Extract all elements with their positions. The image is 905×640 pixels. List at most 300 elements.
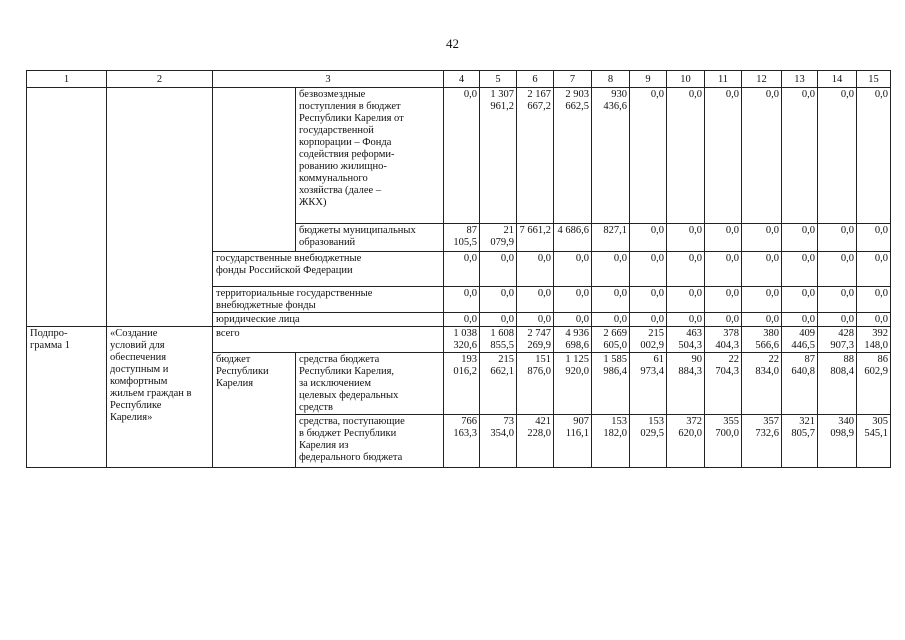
cell-line: жильем граждан в bbox=[110, 388, 192, 399]
value-cell bbox=[480, 327, 517, 353]
value-cell bbox=[782, 252, 818, 287]
cell-line: 409 bbox=[799, 328, 815, 339]
table-row-vse bbox=[27, 327, 891, 353]
header-cell: 5 bbox=[480, 71, 517, 88]
value-cell bbox=[742, 287, 782, 313]
cell-line: 0,0 bbox=[725, 225, 739, 236]
cell-line: рованию жилищно- bbox=[299, 161, 387, 172]
value-cell bbox=[480, 224, 517, 252]
cell-line: 0,0 bbox=[765, 288, 779, 299]
value-cell bbox=[667, 327, 705, 353]
value-cell bbox=[742, 252, 782, 287]
row-label bbox=[296, 353, 444, 415]
value-cell bbox=[857, 313, 891, 327]
cell-line: 0,0 bbox=[801, 253, 815, 264]
cell-line: 0,0 bbox=[613, 314, 627, 325]
value-cell bbox=[857, 252, 891, 287]
cell-line: комфортным bbox=[110, 376, 168, 387]
cell-line: 0,0 bbox=[765, 253, 779, 264]
cell-line: 0,0 bbox=[801, 314, 815, 325]
value-cell bbox=[444, 415, 480, 468]
cell-line: 029,5 bbox=[640, 428, 664, 439]
cell-line: Карелия из bbox=[299, 440, 349, 451]
value-cell bbox=[857, 353, 891, 415]
value-cell bbox=[480, 313, 517, 327]
value-cell bbox=[742, 415, 782, 468]
cell-line: Карелия bbox=[216, 378, 254, 389]
cell-line: 0,0 bbox=[650, 225, 664, 236]
cell-line: 0,0 bbox=[874, 288, 888, 299]
cell-line: 884,3 bbox=[678, 366, 702, 377]
cell-line: 2 167 bbox=[527, 89, 551, 100]
value-cell bbox=[818, 327, 857, 353]
cell-line: 0,0 bbox=[725, 288, 739, 299]
cell-line: 667,2 bbox=[527, 101, 551, 112]
cell-line: средства, поступающие bbox=[299, 416, 405, 427]
value-cell bbox=[782, 313, 818, 327]
cell-line: 662,1 bbox=[490, 366, 514, 377]
value-cell bbox=[444, 353, 480, 415]
cell-line: 602,9 bbox=[864, 366, 888, 377]
value-cell bbox=[517, 88, 554, 224]
cell-line: 355 bbox=[723, 416, 739, 427]
value-cell bbox=[742, 88, 782, 224]
cell-line: 0,0 bbox=[840, 253, 854, 264]
value-cell bbox=[742, 224, 782, 252]
cell-line: Подпро- bbox=[30, 328, 68, 339]
header-cell: 14 bbox=[818, 71, 857, 88]
value-cell bbox=[782, 224, 818, 252]
cell-line: безвозмездные bbox=[299, 89, 366, 100]
cell-line: 2 669 bbox=[603, 328, 627, 339]
value-cell bbox=[857, 88, 891, 224]
cell-line: 148,0 bbox=[864, 340, 888, 351]
value-cell bbox=[667, 224, 705, 252]
cell-line: 105,5 bbox=[453, 237, 477, 248]
value-cell bbox=[554, 252, 592, 287]
cell-line: 855,5 bbox=[490, 340, 514, 351]
header-cell: 11 bbox=[705, 71, 742, 88]
cell-line: 0,0 bbox=[613, 253, 627, 264]
cell-line: бюджет bbox=[216, 354, 251, 365]
header-cell: 7 bbox=[554, 71, 592, 88]
cell-line: 805,7 bbox=[791, 428, 815, 439]
cell-line: 0,0 bbox=[840, 314, 854, 325]
cell-line: грамма 1 bbox=[30, 340, 70, 351]
cell-line: 321 bbox=[799, 416, 815, 427]
cell-line: хозяйства (далее – bbox=[299, 185, 382, 196]
value-cell bbox=[554, 327, 592, 353]
cell-line: 0,0 bbox=[765, 89, 779, 100]
cell-line: 0,0 bbox=[840, 288, 854, 299]
cell-line: 354,0 bbox=[490, 428, 514, 439]
cell-line: 1 038 bbox=[453, 328, 477, 339]
cell-line: 986,4 bbox=[603, 366, 627, 377]
cell-line: 920,0 bbox=[565, 366, 589, 377]
value-cell bbox=[480, 415, 517, 468]
header-cell: 10 bbox=[667, 71, 705, 88]
cell-line: 605,0 bbox=[603, 340, 627, 351]
value-cell bbox=[630, 353, 667, 415]
value-cell bbox=[630, 88, 667, 224]
cell-line: 22 bbox=[768, 354, 779, 365]
cell-line: 0,0 bbox=[500, 314, 514, 325]
value-cell bbox=[554, 287, 592, 313]
cell-line: 88 bbox=[843, 354, 854, 365]
value-cell bbox=[818, 415, 857, 468]
cell-line: внебюджетные фонды bbox=[216, 300, 316, 311]
value-cell bbox=[782, 287, 818, 313]
value-cell bbox=[782, 88, 818, 224]
header-cell: 2 bbox=[107, 71, 213, 88]
value-cell bbox=[818, 313, 857, 327]
cell-line: 0,0 bbox=[840, 225, 854, 236]
value-cell bbox=[705, 415, 742, 468]
value-cell bbox=[517, 252, 554, 287]
cell-line: целевых федеральных bbox=[299, 390, 399, 401]
cell-line: 1 585 bbox=[603, 354, 627, 365]
cell-line: 320,6 bbox=[453, 340, 477, 351]
row-label: всего bbox=[213, 327, 444, 353]
value-cell bbox=[667, 252, 705, 287]
value-cell bbox=[630, 327, 667, 353]
budget-table bbox=[26, 70, 891, 468]
cell-line: 0,0 bbox=[801, 89, 815, 100]
value-cell bbox=[480, 252, 517, 287]
cell-line: 421 bbox=[535, 416, 551, 427]
cell-line: «Создание bbox=[110, 328, 158, 339]
value-cell bbox=[782, 415, 818, 468]
cell-line: 566,6 bbox=[755, 340, 779, 351]
value-cell bbox=[630, 224, 667, 252]
cell-line: 2 747 bbox=[527, 328, 551, 339]
cell-line: 90 bbox=[691, 354, 702, 365]
header-cell: 6 bbox=[517, 71, 554, 88]
value-cell bbox=[554, 224, 592, 252]
value-cell bbox=[667, 88, 705, 224]
header-cell: 15 bbox=[857, 71, 891, 88]
value-cell bbox=[857, 327, 891, 353]
cell-line: 700,0 bbox=[715, 428, 739, 439]
cell-line: 876,0 bbox=[527, 366, 551, 377]
cell-line: 0,0 bbox=[874, 314, 888, 325]
value-cell bbox=[592, 313, 630, 327]
value-cell bbox=[444, 252, 480, 287]
cell-line: 961,2 bbox=[490, 101, 514, 112]
cell-line: 87 bbox=[466, 225, 477, 236]
cell-line: 0,0 bbox=[463, 253, 477, 264]
cell-line: 404,3 bbox=[715, 340, 739, 351]
cell-line: за исключением bbox=[299, 378, 371, 389]
cell-line: Карелия» bbox=[110, 412, 153, 423]
header-cell: 13 bbox=[782, 71, 818, 88]
value-cell bbox=[705, 313, 742, 327]
cell-line: 380 bbox=[763, 328, 779, 339]
header-cell: 3 bbox=[213, 71, 444, 88]
cell-line: 0,0 bbox=[765, 314, 779, 325]
header-cell: 12 bbox=[742, 71, 782, 88]
value-cell bbox=[592, 353, 630, 415]
cell-line: 827,1 bbox=[603, 225, 627, 236]
row-label bbox=[213, 287, 444, 313]
cell-line: 834,0 bbox=[755, 366, 779, 377]
value-cell bbox=[592, 415, 630, 468]
cell-line: 0,0 bbox=[725, 314, 739, 325]
cell-line: 182,0 bbox=[603, 428, 627, 439]
value-cell bbox=[667, 287, 705, 313]
cell-line: 0,0 bbox=[537, 288, 551, 299]
cell-line: 151 bbox=[535, 354, 551, 365]
value-cell bbox=[630, 415, 667, 468]
cell-line: 163,3 bbox=[453, 428, 477, 439]
value-cell bbox=[630, 252, 667, 287]
cell-line: 0,0 bbox=[688, 89, 702, 100]
value-cell bbox=[818, 252, 857, 287]
cell-line: 0,0 bbox=[650, 288, 664, 299]
cell-line: 504,3 bbox=[678, 340, 702, 351]
value-cell bbox=[517, 353, 554, 415]
cell-line: 620,0 bbox=[678, 428, 702, 439]
value-cell bbox=[857, 287, 891, 313]
cell-line: 73 bbox=[503, 416, 514, 427]
cell-line: средств bbox=[299, 402, 333, 413]
value-cell bbox=[667, 313, 705, 327]
cell-line: 545,1 bbox=[864, 428, 888, 439]
cell-line: 0,0 bbox=[463, 314, 477, 325]
cell-line: государственной bbox=[299, 125, 374, 136]
value-cell bbox=[444, 327, 480, 353]
cell-line: 704,3 bbox=[715, 366, 739, 377]
cell-line: 372 bbox=[686, 416, 702, 427]
cell-line: 808,4 bbox=[830, 366, 854, 377]
header-row bbox=[27, 71, 891, 88]
row-label: бюджеты муниципальных образований bbox=[296, 224, 444, 252]
cell-line: 1 608 bbox=[490, 328, 514, 339]
cell-line: 4 686,6 bbox=[557, 225, 589, 236]
cell-line: 0,0 bbox=[500, 288, 514, 299]
cell-line: в бюджет Республики bbox=[299, 428, 397, 439]
cell-line: 662,5 bbox=[565, 101, 589, 112]
value-cell bbox=[592, 224, 630, 252]
cell-line: 907,3 bbox=[830, 340, 854, 351]
cell-line: 0,0 bbox=[575, 314, 589, 325]
value-cell bbox=[480, 88, 517, 224]
cell-line: федерального бюджета bbox=[299, 452, 403, 463]
cell-line: 0,0 bbox=[650, 253, 664, 264]
cell-line: 0,0 bbox=[725, 89, 739, 100]
subprogram-number bbox=[27, 327, 107, 468]
value-cell bbox=[444, 287, 480, 313]
cell-line: Республики Карелия, bbox=[299, 366, 395, 377]
cell-line: 0,0 bbox=[537, 253, 551, 264]
cell-line: 0,0 bbox=[575, 253, 589, 264]
cell-line: Республики Карелия от bbox=[299, 113, 404, 124]
value-cell bbox=[517, 313, 554, 327]
value-cell bbox=[554, 313, 592, 327]
cell-line: 428 bbox=[838, 328, 854, 339]
value-cell bbox=[818, 287, 857, 313]
value-cell bbox=[480, 353, 517, 415]
cell-line: 930 bbox=[611, 89, 627, 100]
cell-line: 0,0 bbox=[650, 89, 664, 100]
value-cell bbox=[857, 415, 891, 468]
cell-line: 973,4 bbox=[640, 366, 664, 377]
cell-line: поступления в бюджет bbox=[299, 101, 401, 112]
header-cell: 9 bbox=[630, 71, 667, 88]
value-cell bbox=[782, 353, 818, 415]
cell-line: 0,0 bbox=[801, 288, 815, 299]
cell-line: 0,0 bbox=[688, 225, 702, 236]
value-cell bbox=[517, 327, 554, 353]
cell-line: 0,0 bbox=[688, 253, 702, 264]
cell-line: 0,0 bbox=[765, 225, 779, 236]
cell-line: 002,9 bbox=[640, 340, 664, 351]
subprogram-title bbox=[107, 327, 213, 468]
value-cell bbox=[782, 327, 818, 353]
empty-cell bbox=[27, 88, 107, 327]
cell-line: 0,0 bbox=[650, 314, 664, 325]
cell-line: корпорации – Фонда bbox=[299, 137, 392, 148]
value-cell bbox=[667, 415, 705, 468]
cell-line: ЖКХ) bbox=[299, 197, 327, 208]
cell-line: коммунального bbox=[299, 173, 368, 184]
value-cell bbox=[818, 88, 857, 224]
cell-line: 0,0 bbox=[874, 253, 888, 264]
value-cell bbox=[705, 287, 742, 313]
header-cell: 8 bbox=[592, 71, 630, 88]
cell-line: содействия реформи- bbox=[299, 149, 395, 160]
cell-line: 463 bbox=[686, 328, 702, 339]
cell-line: Республике bbox=[110, 400, 162, 411]
cell-line: 016,2 bbox=[453, 366, 477, 377]
value-cell bbox=[480, 287, 517, 313]
cell-line: государственные внебюджетные bbox=[216, 253, 362, 264]
value-cell bbox=[444, 88, 480, 224]
value-cell bbox=[592, 327, 630, 353]
table-row-bezv bbox=[27, 88, 891, 224]
cell-line: 305 bbox=[872, 416, 888, 427]
cell-line: 392 bbox=[872, 328, 888, 339]
value-cell bbox=[818, 353, 857, 415]
cell-line: 640,8 bbox=[791, 366, 815, 377]
row-label: юридические лица bbox=[213, 313, 444, 327]
cell-line: 766 bbox=[461, 416, 477, 427]
cell-line: 446,5 bbox=[791, 340, 815, 351]
cell-line: 0,0 bbox=[801, 225, 815, 236]
empty-cell bbox=[107, 88, 213, 327]
page-number: 42 bbox=[446, 36, 459, 51]
cell-line: 0,0 bbox=[688, 288, 702, 299]
cell-line: обеспечения bbox=[110, 352, 167, 363]
cell-line: 4 936 bbox=[565, 328, 589, 339]
value-cell bbox=[554, 353, 592, 415]
cell-line: 378 bbox=[723, 328, 739, 339]
cell-line: 153 bbox=[611, 416, 627, 427]
cell-line: 0,0 bbox=[874, 225, 888, 236]
cell-line: 0,0 bbox=[840, 89, 854, 100]
value-cell bbox=[592, 252, 630, 287]
cell-line: 0,0 bbox=[613, 288, 627, 299]
value-cell bbox=[742, 327, 782, 353]
cell-line: 0,0 bbox=[537, 314, 551, 325]
cell-line: 0,0 bbox=[688, 314, 702, 325]
value-cell bbox=[705, 88, 742, 224]
value-cell bbox=[517, 287, 554, 313]
cell-line: 357 bbox=[763, 416, 779, 427]
cell-line: территориальные государственные bbox=[216, 288, 373, 299]
cell-line: 215 bbox=[648, 328, 664, 339]
value-cell bbox=[517, 224, 554, 252]
cell-line: 0,0 bbox=[725, 253, 739, 264]
value-cell bbox=[592, 88, 630, 224]
budget-label bbox=[213, 353, 296, 468]
value-cell bbox=[630, 287, 667, 313]
cell-line: 0,0 bbox=[500, 253, 514, 264]
empty-cell bbox=[213, 88, 296, 252]
value-cell bbox=[742, 353, 782, 415]
row-label bbox=[213, 252, 444, 287]
header-cell: 1 bbox=[27, 71, 107, 88]
value-cell bbox=[630, 313, 667, 327]
cell-line: 228,0 bbox=[527, 428, 551, 439]
header-cell: 4 bbox=[444, 71, 480, 88]
value-cell bbox=[667, 353, 705, 415]
value-cell bbox=[592, 287, 630, 313]
cell-line: 0,0 bbox=[463, 89, 477, 100]
cell-line: 193 bbox=[461, 354, 477, 365]
value-cell bbox=[705, 353, 742, 415]
cell-line: 098,9 bbox=[830, 428, 854, 439]
cell-line: фонды Российской Федерации bbox=[216, 265, 353, 276]
cell-line: 0,0 bbox=[575, 288, 589, 299]
cell-line: 907 bbox=[573, 416, 589, 427]
value-cell bbox=[444, 224, 480, 252]
cell-line: 1 125 bbox=[565, 354, 589, 365]
row-label bbox=[296, 415, 444, 468]
value-cell bbox=[705, 327, 742, 353]
row-label bbox=[296, 88, 444, 224]
cell-line: 86 bbox=[877, 354, 888, 365]
value-cell bbox=[705, 224, 742, 252]
cell-line: 215 bbox=[498, 354, 514, 365]
cell-line: условий для bbox=[110, 340, 165, 351]
cell-line: 153 bbox=[648, 416, 664, 427]
value-cell bbox=[705, 252, 742, 287]
value-cell bbox=[444, 313, 480, 327]
value-cell bbox=[517, 415, 554, 468]
cell-line: 698,6 bbox=[565, 340, 589, 351]
cell-line: 22 bbox=[728, 354, 739, 365]
cell-line: доступным и bbox=[110, 364, 169, 375]
cell-line: 0,0 bbox=[463, 288, 477, 299]
value-cell bbox=[554, 415, 592, 468]
cell-line: Республики bbox=[216, 366, 269, 377]
cell-line: 079,9 bbox=[490, 237, 514, 248]
cell-line: 436,6 bbox=[603, 101, 627, 112]
cell-line: 116,1 bbox=[565, 428, 589, 439]
cell-line: 0,0 bbox=[874, 89, 888, 100]
value-cell bbox=[554, 88, 592, 224]
cell-line: 1 307 bbox=[490, 89, 514, 100]
cell-line: 2 903 bbox=[565, 89, 589, 100]
cell-line: 7 661,2 bbox=[519, 225, 551, 236]
value-cell bbox=[742, 313, 782, 327]
cell-line: 340 bbox=[838, 416, 854, 427]
cell-line: 61 bbox=[653, 354, 664, 365]
cell-line: 269,9 bbox=[527, 340, 551, 351]
cell-line: средства бюджета bbox=[299, 354, 380, 365]
cell-line: 21 bbox=[503, 225, 514, 236]
